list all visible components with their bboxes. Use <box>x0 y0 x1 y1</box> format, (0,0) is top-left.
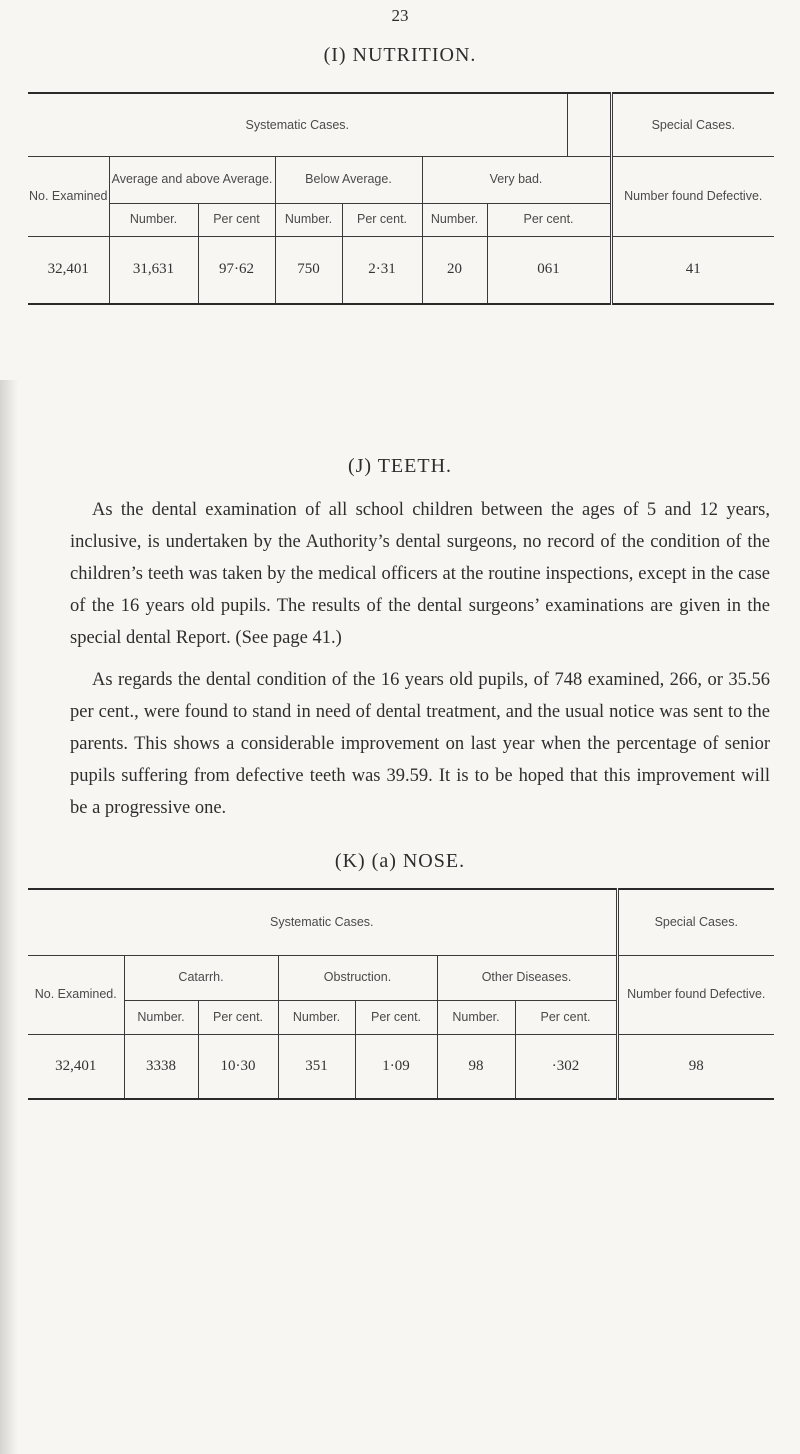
special-cases-header: Special Cases. <box>611 93 774 156</box>
cell-catarrh-number: 3338 <box>124 1034 198 1099</box>
below-pct-header: Per cent. <box>342 203 422 236</box>
other-pct-header: Per cent. <box>515 1000 617 1034</box>
teeth-paragraph-2: As regards the dental condition of the 16 years old pupils, of 748 examined, 266, or 35.56 per cent., were found to stand in need of dental treatment, and the usual notice was sent to the parents. This shows a considerable improvement on last year when the percentage of senior pupils suffering from defective teeth was 39.59. It is to be hoped that this improvement will be a progressive one. <box>70 670 770 818</box>
teeth-body <box>70 494 770 824</box>
nose-table <box>28 888 774 1100</box>
no-examined-header: No. Examined <box>28 156 109 236</box>
cell-below-number: 750 <box>275 236 342 304</box>
catarrh-number-header: Number. <box>124 1000 198 1034</box>
cell-obstruction-number: 351 <box>278 1034 355 1099</box>
teeth-heading: (J) TEETH. <box>347 455 453 477</box>
page-number: 23 <box>391 6 409 25</box>
systematic-cases-header: Systematic Cases. <box>28 93 567 156</box>
nose-heading: (K) (a) NOSE. <box>334 850 466 872</box>
verybad-pct-header: Per cent. <box>487 203 611 236</box>
average-number-header: Number. <box>109 203 198 236</box>
cell-special: 41 <box>611 236 774 304</box>
other-diseases-header: Other Diseases. <box>437 955 617 1000</box>
spacer-cell <box>567 93 611 156</box>
nose-special-cases-header: Special Cases. <box>617 889 774 955</box>
cell-other-number: 98 <box>437 1034 515 1099</box>
nose-cell-no-examined: 32,401 <box>28 1034 124 1099</box>
average-header: Average and above Average. <box>109 156 275 203</box>
below-average-header: Below Average. <box>275 156 422 203</box>
nutrition-heading: (I) NUTRITION. <box>323 44 477 66</box>
nose-number-found-header: Number found Defective. <box>617 955 774 1034</box>
nose-systematic-cases-header: Systematic Cases. <box>28 889 617 955</box>
nose-cell-special: 98 <box>617 1034 774 1099</box>
cell-other-pct: ·302 <box>515 1034 617 1099</box>
obstruction-pct-header: Per cent. <box>355 1000 437 1034</box>
teeth-paragraph-1: As the dental examination of all school children between the ages of 5 and 12 years, inclusive, is undertaken by the Authority’s dental surgeons, no record of the condition of the children’s teeth was taken by the medical officers at the routine inspections, except in the case of the 16 years old pupils. The results of the dental surgeons’ examinations are given in the special dental Report. (See page 41.) <box>70 500 770 648</box>
average-pct-header: Per cent <box>198 203 275 236</box>
verybad-number-header: Number. <box>422 203 487 236</box>
catarrh-pct-header: Per cent. <box>198 1000 278 1034</box>
cell-verybad-pct: 061 <box>487 236 611 304</box>
catarrh-header: Catarrh. <box>124 955 278 1000</box>
cell-no-examined: 32,401 <box>28 236 109 304</box>
cell-catarrh-pct: 10·30 <box>198 1034 278 1099</box>
cell-average-number: 31,631 <box>109 236 198 304</box>
other-number-header: Number. <box>437 1000 515 1034</box>
cell-obstruction-pct: 1·09 <box>355 1034 437 1099</box>
cell-below-pct: 2·31 <box>342 236 422 304</box>
nutrition-table <box>28 92 774 305</box>
obstruction-number-header: Number. <box>278 1000 355 1034</box>
below-number-header: Number. <box>275 203 342 236</box>
very-bad-header: Very bad. <box>422 156 611 203</box>
number-found-header: Number found Defective. <box>611 156 774 236</box>
page-edge-shadow <box>0 380 18 1454</box>
nose-no-examined-header: No. Examined. <box>28 955 124 1034</box>
cell-verybad-number: 20 <box>422 236 487 304</box>
cell-average-pct: 97·62 <box>198 236 275 304</box>
obstruction-header: Obstruction. <box>278 955 437 1000</box>
